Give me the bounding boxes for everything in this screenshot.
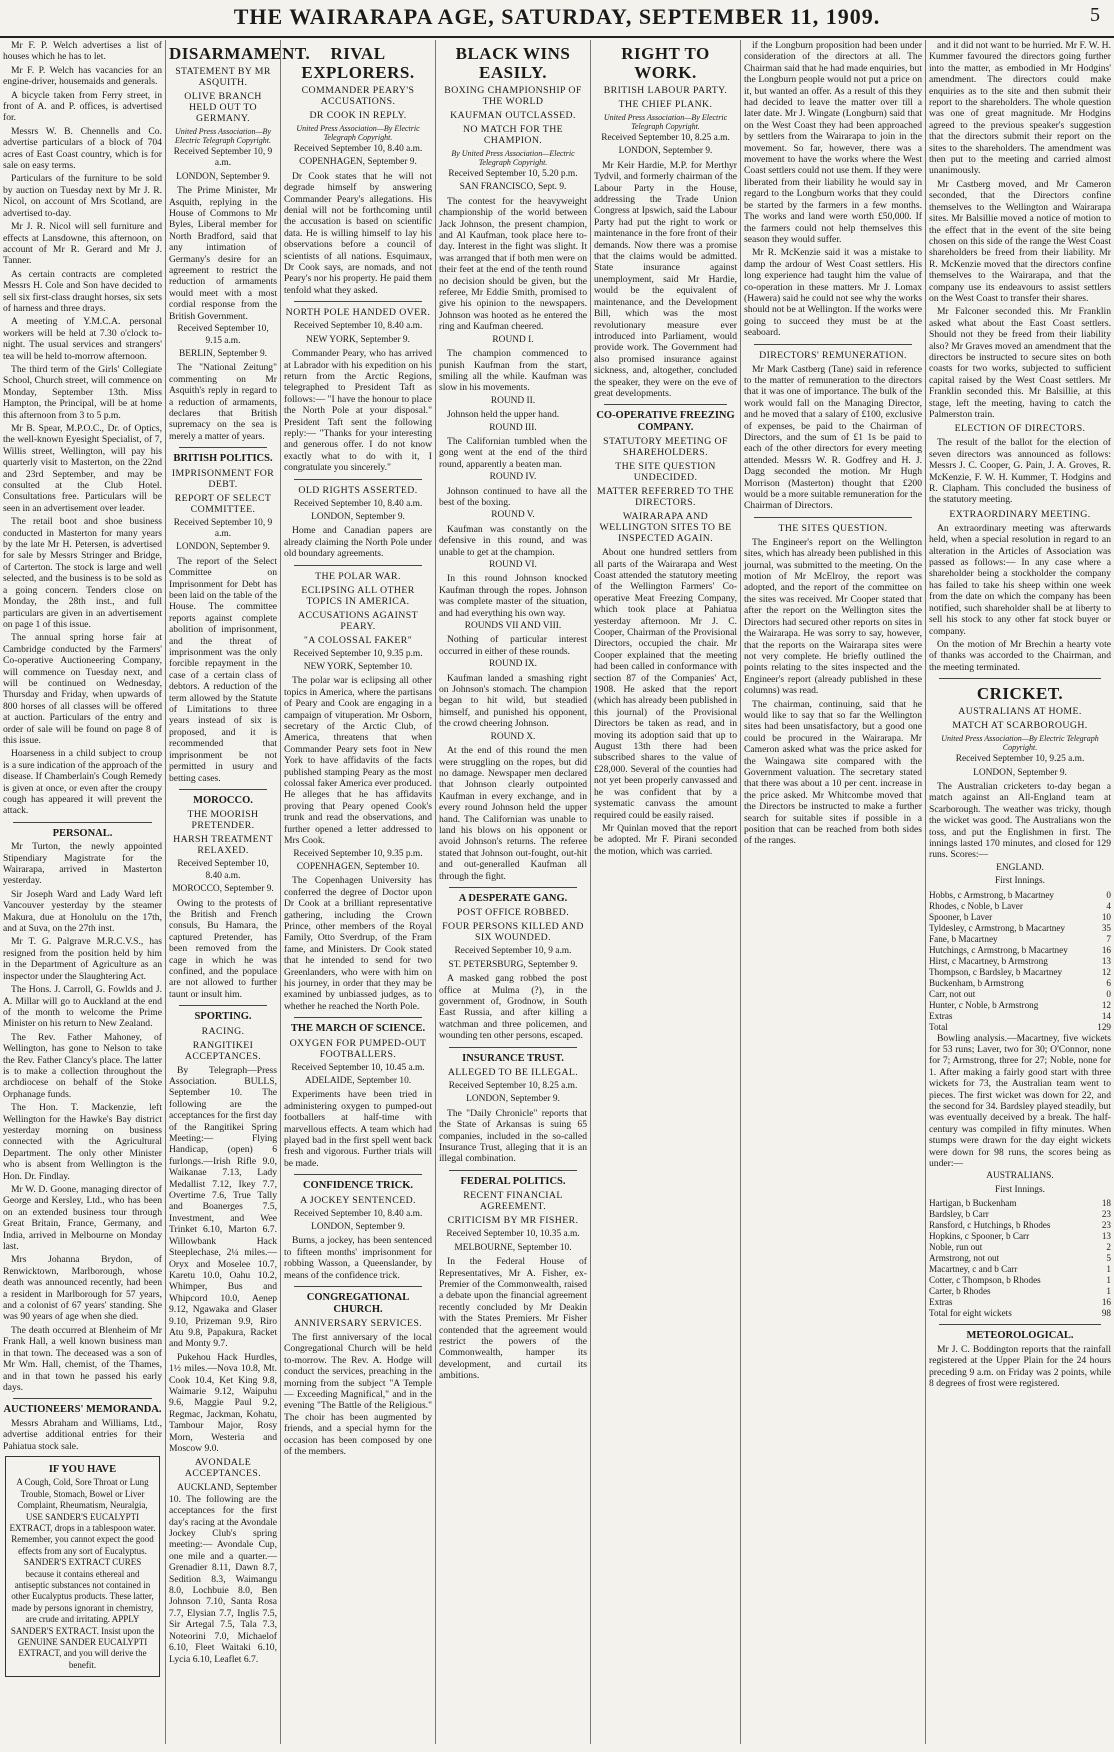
subheading: THE POLAR WAR. bbox=[315, 570, 401, 582]
local-note: Mr B. Spear, M.P.O.C., Dr. of Optics, the well-known Eyesight Specialist, of 7, Willis street, Wellington, will pay his quarterly visit to Masterton, on the 22nd and 23rd September, and may be consulted at the Club Hotel. Consultations free. Particulars will be seen in an advertisement over leader. bbox=[3, 423, 162, 514]
received-line: Received September 10, 9 a.m. bbox=[454, 946, 572, 957]
local-note: A meeting of Y.M.C.A. personal workers will be held at 7.30 o'clock to-night. The usual services and strangers' tea will be held to-morrow afternoon. bbox=[3, 316, 162, 362]
score-row: Extras 14 bbox=[929, 1010, 1111, 1021]
round-label: ROUND VI. bbox=[489, 560, 537, 570]
subheading: ECLIPSING ALL OTHER TOPICS IN AMERICA. bbox=[301, 584, 415, 607]
article-paragraph: A masked gang robbed the post office at Mulma (?), in the government of, Grodnow, in South East Russia, and after killing a watchman and three policemen, and wounding ten other persons, escaped. bbox=[439, 973, 587, 1042]
subheading: MATTER REFERRED TO THE DIRECTORS. bbox=[597, 486, 734, 509]
local-note: Mr F. P. Welch advertises a list of houses which he has to let. bbox=[3, 40, 162, 63]
received-line: Received September 10, 9.15 a.m. bbox=[177, 324, 269, 346]
dateline: BERLIN, September 9. bbox=[178, 348, 267, 359]
local-note: Mr J. R. Nicol will sell furniture and effects at Lansdowne, this afternoon, on account of Mr R. Gerard and Mr J. Tanner. bbox=[3, 221, 162, 267]
innings-label: First Innings. bbox=[994, 876, 1045, 887]
article-paragraph: Kaufman landed a smashing right on Johnson's stomach. The champion began to hit wild, but steadied himself, and punished his opponent, the crowd cheering Johnson. bbox=[439, 672, 587, 730]
score-row: Cotter, c Thompson, b Rhodes 1 bbox=[929, 1275, 1111, 1286]
column-4 bbox=[435, 40, 590, 1744]
article-paragraph: The polar war is eclipsing all other topics in America, where the partisans of Peary and Cook are engaging in a campaign of vituperation. Mr Osborn, secretary of the Arctic Club, of America, threatens that when Commander Peary sets foot in New York to have affidavits of the facts published stamping Peary as the most colossal faker America ever produced. He alleges that he has affidavits proving that Peary opened Cook's trunk and read the observations, and further opened a letter addressed to Mrs Cook. bbox=[284, 675, 432, 847]
article-paragraph: Dr Cook states that he will not degrade himself by answering Commander Peary's allegations. His denial will not be forthcoming until the accusation is based on scientific data. He is willing himself to lay his observations before a council of scientists of all nations. Esquimaux, Dr Cook says, are nomads, and not Peary's nor his property. He paid them tenfold what they asked. bbox=[284, 170, 432, 296]
received-line: Received September 10, 5.20 p.m. bbox=[448, 169, 578, 179]
dateline: ADELAIDE, September 10. bbox=[304, 1076, 412, 1086]
article-paragraph: The Californian tumbled when the gong went at the end of the third round, apparently a beaten man. bbox=[439, 435, 587, 470]
divider bbox=[754, 517, 912, 518]
divider bbox=[449, 1170, 577, 1171]
subheading: BOXING CHAMPIONSHIP OF THE WORLD bbox=[444, 85, 582, 107]
divider bbox=[294, 479, 422, 480]
article-paragraph: and it did not want to be hurried. Mr F. W. H. Kummer favoured the directors going further into the matter, as embodied in Mr Hodgins' amendment. The directors could make enquiries as to the site and then submit their report to the shareholders. The whole question was one of great magnitude. Mr Hodgins agreed to the previous speaker's suggestion that the directors submit their report on the sites to the shareholders. The amendment was then put to the meeting and carried almost unanimously. bbox=[929, 40, 1111, 177]
wire-credit: United Press Association—By Electric Telegraph Copyright. bbox=[941, 734, 1099, 753]
article-paragraph: The Copenhagen University has conferred the degree of Doctor upon Dr Cook at a brilliant representative gathering, including the Crown Prince, other members of the Royal Family, Otto Sverdrup, of the Fram fame, and Ministers. Dr Cook stated that he intended to send for two Greenlanders, who were with him on his journey, in order that they may be examined by unbiassed judges, as to whether he reached the North Pole. bbox=[284, 875, 432, 1012]
article-paragraph: Commander Peary, who has arrived at Labrador with his expedition on his return from the Arctic Regions, telegraphed to President Taft as follows:— "I have the honour to place the North Pole at your disposal." President Taft sent the following reply:— "Thanks for your interesting and generous offer. I do not know exactly what to do with it, I congratulate you sincerely." bbox=[284, 348, 432, 474]
divider bbox=[754, 344, 912, 345]
article-paragraph: About one hundred settlers from all parts of the Wairarapa and West Coast attended the statutory meeting of the Wellington Farmers' Co-operative Meat Freezing Company, which took place at Pahiatua yesterday afternoon. Mr J. C. Cooper, Chairman of the Provisional Directors, occupied the chair. Mr Cooper explained that the meeting had been called in conformance with section 87 of the Companies' Act, 1908. He asked that the report (which has already been published in this journal) of the Provisional Directors be taken as read, and in moving its adoption said that up to August 13th there had been subscribed shares to the value of £28,000. Several of the counties had not yet been properly canvassed and he was confident that by a systematic canvass the amount required could be easily raised. bbox=[594, 547, 737, 821]
morocco-headline: MOROCCO. bbox=[193, 794, 253, 806]
personal-item: The Rev. Father Mahoney, of Wellington, has gone to Nelson to take the Rev. Father Clancy's place. The latter is to make a collection throughout the archdiocese on behalf of the Stoke Orphanage funds. bbox=[3, 1031, 162, 1100]
divider bbox=[294, 1174, 422, 1175]
divider bbox=[604, 404, 727, 405]
wire-credit: United Press Association—By Electric Telegraph Copyright. bbox=[296, 124, 420, 142]
dateline: LONDON, September 9. bbox=[466, 1094, 560, 1105]
subheading: THE SITE QUESTION UNDECIDED. bbox=[615, 461, 716, 484]
article-paragraph: The "National Zeitung" commenting on Mr Asquith's reply in regard to a reduction of armaments, declares that British supremacy on the sea is merely a matter of years. bbox=[169, 362, 277, 442]
local-note: Particulars of the furniture to be sold by auction on Tuesday next by Mr J. R. Nicol, on account of Mrs Scotland, are advertised to-day. bbox=[3, 173, 162, 219]
article-paragraph: The contest for the heavyweight championship of the world between Jack Johnson, the present champion, and Al Kaufman, took place here to-day. Interest in the fight was slight. It was arranged that if both men were on their feet at the end of the tenth round no decision should be given, but the referee, Mr Eddie Smith, promised to give his opinion to the newspapers. Johnson was hooted as he entered the ring and Kaufman cheered. bbox=[439, 195, 587, 333]
insurance-trust-headline: INSURANCE TRUST. bbox=[462, 1052, 564, 1064]
subheading: NORTH POLE HANDED OVER. bbox=[285, 307, 431, 319]
local-note: As certain contracts are completed Messrs H. Cole and Son have decided to sell six first-class draught horses, six sets of harness and three drays. bbox=[3, 268, 162, 314]
sporting-headline: SPORTING. bbox=[194, 1011, 252, 1023]
disarmament-headline: DISARMAMENT. bbox=[169, 44, 311, 63]
local-note: The annual spring horse fair at Cambridge conducted by the Farmers' Co-operative Auctioneering Company, will commence on Tuesday next, and will be continued on Wednesday, Thursday and Friday, when upwards of 800 horses of all classes will be offered at auction. Particulars of the entry and order of sale will be found on page 8 of this issue. bbox=[3, 632, 162, 746]
divider bbox=[179, 1005, 267, 1006]
personal-item: Mr Turton, the newly appointed Stipendiary Magistrate for the Wairarapa, arrived in Masterton yesterday. bbox=[3, 841, 162, 887]
score-row: Macartney, c and b Carr 1 bbox=[929, 1264, 1111, 1275]
dateline: SAN FRANCISCO, Sept. 9. bbox=[459, 182, 567, 193]
article-paragraph: Experiments have been tried in administering oxygen to pumped-out footballers at half-time with marvellous effects. A team which had played bad in the first spell went back fresh and vigorous. Further trials will be made. bbox=[284, 1089, 432, 1169]
personal-item: The death occurred at Blenheim of Mr Frank Hall, a well known business man in that town. The deceased was a son of Mr Wm. Hall, chemist, of the Thames, and in that town he passed his early days. bbox=[3, 1324, 162, 1393]
score-row: Extras 16 bbox=[929, 1297, 1111, 1308]
divider bbox=[449, 887, 577, 888]
local-notes bbox=[3, 40, 162, 817]
article-paragraph: Burns, a jockey, has been sentenced to fifteen months' imprisonment for robbing Wasson, a Queenslander, by means of the confidence trick. bbox=[284, 1235, 432, 1281]
divider bbox=[294, 1286, 422, 1287]
divider bbox=[13, 1398, 152, 1399]
score-row: Noble, run out 2 bbox=[929, 1242, 1111, 1253]
meteorological-headline: METEOROLOGICAL. bbox=[966, 1330, 1074, 1342]
divider bbox=[939, 1324, 1101, 1325]
article-paragraph: Mr J. C. Boddington reports that the rainfall registered at the Upper Plain for the 24 hours preceding 9 a.m. on Friday was 2 points, while 8 degrees of frost were registered. bbox=[929, 1343, 1111, 1389]
article-paragraph: The Engineer's report on the Wellington sites, which has already been published in this journal, was submitted to the meeting. On the motion of Mr McElroy, the report was adopted, and the report of the committee on the sites was received. Mr Cooper stated that after the report on the Wellington sites the Directors had secured other reports on sites in the Wairarapa. He was sorry to say, however, that the reports on the Wairarapa sites were not very complete. He briefly outlined the points relating to the sites inspected and the Engineer's report (already published in these columns) was read. bbox=[744, 536, 922, 697]
score-row: Hunter, c Noble, b Armstrong 12 bbox=[929, 999, 1111, 1010]
subheading: OLIVE BRANCH HELD OUT TO GERMANY. bbox=[184, 91, 262, 124]
team-heading: AUSTRALIANS. bbox=[986, 1171, 1054, 1182]
subheading: NO MATCH FOR THE CHAMPION. bbox=[462, 124, 564, 146]
subheading: BRITISH LABOUR PARTY. bbox=[603, 85, 728, 96]
article-paragraph: The report of the Select Committee on Imprisonment for Debt has been laid on the table of the House. The committee reports against complete abolition of imprisonment, and the threat of imprisonment was the only forcible repayment in the case of a certain class of debtors. A reduction of the term allowed by the Statute of Limitations to three years instead of six is proposed, and it is recommended that imprisonment be not permitted in usury and betting cases. bbox=[169, 555, 277, 784]
personal-item: The Hons. J. Carroll, G. Fowlds and J. A. Millar will go to Auckland at the end of the month to welcome the Prime Minister on his return to New Zealand. bbox=[3, 984, 162, 1030]
score-row: Hobbs, c Armstrong, b Macartney 0 bbox=[929, 889, 1111, 900]
column-1 bbox=[0, 40, 165, 1744]
article-paragraph: Mr R. McKenzie said it was a mistake to damp the ardour of West Coast settlers. His long experience had taught him the value of co-operation in these matters. Mr J. Lomax (Hawera) said he could not see why the works should not be at Wellington. If the works were going to succeed they must be at the seaboard. bbox=[744, 247, 922, 339]
congregational-headline: CONGREGATIONAL CHURCH. bbox=[306, 1292, 410, 1315]
received-line: Received September 10, 9 a.m. bbox=[173, 517, 273, 539]
confidence-trick-headline: CONFIDENCE TRICK. bbox=[302, 1180, 414, 1192]
federal-politics-headline: FEDERAL POLITICS. bbox=[460, 1175, 566, 1187]
subheading: THE SITES QUESTION. bbox=[778, 522, 888, 534]
article-paragraph: Mr Castberg moved, and Mr Cameron seconded, that the Directors confine themselves to the Wellington and Wairarapa sites. Mr Balsillie moved a notice of motion to the effect that in the event of the site being chosen on this side of the range the West Coast shareholders be freed from their liability. Mr R. McKenzie moved that the directors confine themselves to the Wairarapa, and that the company use its endeavours to assist settlers on the West Coast to transfer their shares. bbox=[929, 178, 1111, 304]
article-paragraph: An extraordinary meeting was afterwards held, when a special resolution in regard to an alteration in the Articles of Association was passed as follows:— In any case where a shareholder being a stockholder the company has failed to take his sheep within one week from the date on which the company has been notified, such shareholder shall be at liberty to sell his stock to any other fat stock buyer or company. bbox=[929, 522, 1111, 637]
ad-title: IF YOU HAVE bbox=[48, 1463, 117, 1475]
black-wins-headline: BLACK WINS EASILY. bbox=[455, 44, 571, 82]
personal-item: Mrs Johanna Brydon, of Renwicktown, Marlborough, whose death was announced recently, had been a resident in Marlborough for 57 years, and a colonist of 67 years' standing. She was 90 years of age when she died. bbox=[3, 1254, 162, 1323]
local-note: Hoarseness in a child subject to croup is a sure indication of the approach of the disease. If Chamberlain's Cough Remedy is given at once, or even after the croupy cough has appeared it will prevent the attack. bbox=[3, 748, 162, 817]
subheading: MATCH AT SCARBOROUGH. bbox=[952, 720, 1088, 732]
divider bbox=[294, 301, 422, 302]
innings-label: First Innings. bbox=[994, 1184, 1045, 1195]
rival-explorers-headline: RIVAL EXPLORERS. bbox=[301, 44, 415, 82]
received-line: Received September 10, 8.25 a.m. bbox=[601, 133, 730, 143]
subheading: ELECTION OF DIRECTORS. bbox=[954, 423, 1086, 435]
article-paragraph: Johnson held the upper hand. bbox=[447, 409, 560, 421]
subheading: COMMANDER PEARY'S ACCUSATIONS. bbox=[301, 85, 415, 107]
article-paragraph: Owing to the protests of the British and French consuls, Bu Hamara, the captured Pretender, has been removed from the cage in which he was confined, and the populace are not allowed to further taunt or insult him. bbox=[169, 897, 277, 1000]
divider bbox=[939, 678, 1101, 679]
subheading: RECENT FINANCIAL AGREEMENT. bbox=[463, 1190, 563, 1213]
subheading: POST OFFICE ROBBED. bbox=[456, 907, 570, 919]
subheading: EXTRAORDINARY MEETING. bbox=[949, 508, 1091, 520]
article-paragraph: At the end of this round the men were struggling on the ropes, but did no damage. Newspaper men declared that Johnson clearly outpointed Kaufman in every exchange, and in every round Johnson held the upper hand. The Californian was unable to land his blows on his opponent or avoid Johnson's returns. The referee stated that Johnson out-fought, out-hit and out-generalled Kaufman all through the fight. bbox=[439, 745, 587, 882]
personal-item: Mr W. D. Goone, managing director of George and Kersley, Ltd., who has been on an extended business tour through Great Britain, France, Germany, and India, arrived in Melbourne on Monday last. bbox=[3, 1184, 162, 1253]
received-line: Received September 10, 9.35 p.m. bbox=[293, 648, 423, 659]
subheading: CRITICISM BY MR FISHER. bbox=[447, 1215, 579, 1227]
subheading: HARSH TREATMENT RELAXED. bbox=[173, 834, 273, 857]
column-3 bbox=[280, 40, 435, 1744]
subheading: FOUR PERSONS KILLED AND SIX WOUNDED. bbox=[442, 921, 584, 944]
article-paragraph: The first anniversary of the local Congregational Church will be held to-morrow. The Rev. A. Hodge will conduct the services, preaching in the morning from the subject "A Temple — Exceeding Magnifical," and in the evening "The Battle of the Religious." The choir has been augmented by friends, and a special hymn for the occasion has been composed by one of the members. bbox=[284, 1331, 432, 1457]
subheading: DR COOK IN REPLY. bbox=[309, 110, 407, 121]
subheading: "A COLOSSAL FAKER" bbox=[303, 634, 413, 646]
dateline: LONDON, September 9. bbox=[176, 542, 270, 553]
freezing-company-headline: CO-OPERATIVE FREEZING COMPANY. bbox=[596, 410, 735, 433]
round-label: ROUND IV. bbox=[489, 472, 537, 483]
wire-credit: By United Press Association—Electric Telegraph Copyright. bbox=[451, 149, 575, 167]
subheading: RANGITIKEI ACCEPTANCES. bbox=[184, 1039, 262, 1062]
team-heading: ENGLAND. bbox=[996, 862, 1044, 873]
score-row: Fane, b Macartney 7 bbox=[929, 933, 1111, 944]
subheading: THE MOORISH PRETENDER. bbox=[187, 809, 259, 832]
subheading: A JOCKEY SENTENCED. bbox=[300, 1194, 416, 1206]
received-line: Received September 10, 8.40 a.m. bbox=[293, 1208, 423, 1219]
dateline: NEW YORK, September 9. bbox=[306, 334, 410, 345]
divider bbox=[179, 789, 267, 790]
received-line: Received September 10, 8.40 a.m. bbox=[177, 859, 269, 881]
article-paragraph: Mr Keir Hardie, M.P. for Merthyr Tydvil, and formerly chairman of the Labour Party in the House, addressing the Trade Union Congress at Ipswich, said the Labour Party had put the right to work or maintenance in the fore front of their demands. Now there was a promise that the claims would be admitted. State insurance against unemployment, said Mr Hardie, would be the equivalent of maintenance, and the Development Bill, which was the most revolutionary measure ever introduced into Parliament, would provide work. The Government had also promised insurance against sickness, and, altogether, concluded the speaker, they were on the eve of great developments. bbox=[594, 159, 737, 399]
march-of-science-headline: THE MARCH OF SCIENCE. bbox=[290, 1023, 426, 1035]
subheading: REPORT OF SELECT COMMITTEE. bbox=[174, 492, 272, 515]
score-row: Hutchings, c Armstrong, b Macartney 16 bbox=[929, 944, 1111, 955]
subheading: ANNIVERSARY SERVICES. bbox=[293, 1317, 423, 1329]
masthead bbox=[0, 0, 1114, 38]
article-paragraph: The champion commenced to punish Kaufman from the start, smiling all the while. Kaufman was slow in his movements. bbox=[439, 348, 587, 394]
desperate-gang-headline: A DESPERATE GANG. bbox=[458, 892, 568, 904]
subheading: STATEMENT BY MR ASQUITH. bbox=[175, 66, 271, 88]
dateline: LONDON, September 9. bbox=[311, 1222, 405, 1233]
eucalyptus-advertisement bbox=[5, 1456, 160, 1677]
auctioneers-item: Messrs Abraham and Williams, Ltd., advertise additional entries for their Pahiatua stock sale. bbox=[3, 1417, 162, 1452]
page-number: 5 bbox=[1090, 4, 1100, 26]
article-paragraph: Mr Falconer seconded this. Mr Franklin asked what about the East Coast settlers. Should not they be freed from their liability also? Mr Graves moved an amendment that the directors be instructed to secure sites on both coasts for two works, subjected to sufficient capital raised by the West Coast settlers. Mr Franklin seconded this. Mr Balsillie, at this stage, left the meeting, having to catch the Palmerston train. bbox=[929, 306, 1111, 420]
masthead-title: THE WAIRARAPA AGE, SATURDAY, SEPTEMBER 11, 1909. bbox=[233, 4, 881, 29]
score-row: Spooner, b Laver 10 bbox=[929, 911, 1111, 922]
score-row: Bardsley, b Carr 23 bbox=[929, 1209, 1111, 1220]
subheading: AVONDALE ACCEPTANCES. bbox=[184, 1457, 262, 1480]
score-row: Hopkins, c Spooner, b Carr 13 bbox=[929, 1231, 1111, 1242]
england-scorecard bbox=[929, 890, 1111, 1033]
score-row: Thompson, c Bardsley, b Macartney 12 bbox=[929, 966, 1111, 977]
local-note: The third term of the Girls' Collegiate School, Church street, will commence on Monday, September 13th. Miss Hampton, the Principal, will be at home this afternoon from 3 to 5 p.m. bbox=[3, 363, 162, 421]
subheading: STATUTORY MEETING OF SHAREHOLDERS. bbox=[603, 436, 728, 459]
subheading: ALLEGED TO BE ILLEGAL. bbox=[447, 1067, 579, 1079]
divider bbox=[294, 1017, 422, 1018]
article-paragraph: Mr Quinlan moved that the report be adopted. Mr F. Pirani seconded the motion, which was carried. bbox=[594, 822, 737, 857]
article-paragraph: In the Federal House of Representatives, Mr A. Fisher, ex-Premier of the Commonwealth, raised a debate upon the financial agreement recently concluded by Mr Deakin with the States Premiers. Mr Fisher contended that the agreement would restrict the powers of the Commonwealth, hamper its development, and curtail its ambitions. bbox=[439, 1256, 587, 1382]
auctioneers-heading: AUCTIONEERS' MEMORANDA. bbox=[3, 1404, 162, 1416]
local-note: A bicycle taken from Ferry street, in front of A. and P. offices, is advertised for. bbox=[3, 89, 162, 124]
article-paragraph: Bowling analysis.—Macartney, five wickets for 53 runs; Laver, two for 30; O'Connor, none for 7; Armstrong, three for 27; Noble, none for 1. After making a fairly good start with three wickets for 73, the Australian team went to pieces. The first wicket was down for 22, and the second for 34. Bardsley played steadily, but was eventually deceived by a break. The half-century was compiled in fifty minutes. When stumps were drawn for the day eight wickets were down for 98 runs, the scores being as under:— bbox=[929, 1032, 1111, 1170]
article-paragraph: Pukehou Hack Hurdles, 1½ miles.—Nova 10.8, Mt. Cook 10.4, Ket King 9.8, Waimarie 9.12, Waipuhu 9.6, Maggie Paul 9.2, Regmac, Jackman, Kohatu, Tambour Major, Rosy Morn, Westeria and Moscow 9.0. bbox=[169, 1351, 277, 1454]
article-paragraph: Kaufman was constantly on the defensive in this round, and was unable to get at the champion. bbox=[439, 523, 587, 558]
subheading: AUSTRALIANS AT HOME. bbox=[958, 706, 1082, 718]
score-row: Hartigan, b Buckenham 18 bbox=[929, 1198, 1111, 1209]
dateline: COPENHAGEN, September 10. bbox=[296, 861, 420, 872]
wire-credit: United Press Association—By Electric Telegraph Copyright. bbox=[603, 113, 728, 131]
personal-item: Mr T. G. Palgrave M.R.C.V.S., has resigned from the position held by him in the Department of Agriculture as an inspector under the Slaughtering Act. bbox=[3, 936, 162, 982]
divider bbox=[13, 822, 152, 823]
subheading: THE CHIEF PLANK. bbox=[618, 99, 713, 110]
column-7 bbox=[925, 40, 1114, 1744]
article-paragraph: On the motion of Mr Brechin a hearty vote of thanks was accorded to the Chairman, and the meeting terminated. bbox=[929, 638, 1111, 673]
article-paragraph: The result of the ballot for the election of seven directors was announced as follows: Messrs J. C. Cooper, G. Pain, J. A. Groves, R. McKenzie, F. W. H. Kummer, T. Hodgins and R. Clapham. This concluded the business of the statutory meeting. bbox=[929, 437, 1111, 506]
subheading: WAIRARAPA AND WELLINGTON SITES TO BE INSPECTED AGAIN. bbox=[599, 511, 732, 545]
divider bbox=[179, 447, 267, 448]
received-line: Received September 10, 9.25 a.m. bbox=[955, 754, 1085, 765]
received-line: Received September 10, 9.35 p.m. bbox=[293, 848, 423, 859]
local-note: The retail boot and shoe business conducted in Masterton for many years by the late Mr H. Petersen, is advertised for sale by Messrs Stringer and Bridge, of Carterton. The stock is large and well selected, and the business is to be sold as a going concern. Tenders close on Monday, the 28th inst., and full particulars are given in an advertisement on page 1 of this issue. bbox=[3, 516, 162, 630]
column-6 bbox=[740, 40, 925, 1744]
column-2 bbox=[165, 40, 311, 1744]
subheading: OXYGEN FOR PUMPED-OUT FOOTBALLERS. bbox=[289, 1037, 427, 1060]
score-row: Tyldesley, c Armstrong, b Macartney 35 bbox=[929, 922, 1111, 933]
article-paragraph: In this round Johnson knocked Kaufman through the ropes. Johnson was complete master of the situation, and had everything his own way. bbox=[439, 573, 587, 619]
dateline: MOROCCO, September 9. bbox=[172, 884, 274, 895]
score-row: Ransford, c Hutchings, b Rhodes 23 bbox=[929, 1220, 1111, 1231]
round-label: ROUND III. bbox=[489, 422, 537, 433]
received-line: Received September 10, 8.40 a.m. bbox=[293, 498, 423, 509]
right-to-work-headline: RIGHT TO WORK. bbox=[621, 44, 710, 82]
article-paragraph: By Telegraph—Press Association. BULLS, September 10. The following are the acceptances for the first day of the Rangitikei Spring Meeting:— Flying Handicap, (open) 6 furlongs.—Irish Rifle 9.0, Waikanae 7.13, Lady Medallist 7.12, Ikey 7.7, Overtime 7.6, True Tally and Boanerges 7.5, Investment, and Wee Trinket 6.10, Marton 6.7. Willowbank Hack Steeplechase, 2¼ miles.—Oryx and Moselee 10.7, Karetu 10.0, Oahu 10.2, Whimper, Bus and Whipcord 10.0, Aenep 9.12, Ngawaka and Glaser 9.10, Prizeman 9.9, Riro Atu 9.8, Papakura, Racket and Monty 9.7. bbox=[169, 1064, 277, 1350]
article-paragraph: The "Daily Chronicle" reports that the State of Arkansas is suing 65 companies, included in the so-called Insurance Trust, alleging that it is an illegal combination. bbox=[439, 1107, 587, 1165]
subheading: DIRECTORS' REMUNERATION. bbox=[759, 349, 907, 361]
subheading: IMPRISONMENT FOR DEBT. bbox=[171, 467, 275, 490]
dateline: ST. PETERSBURG, September 9. bbox=[448, 959, 578, 970]
score-row: Buckenham, b Armstrong 6 bbox=[929, 977, 1111, 988]
dateline: NEW YORK, September 10. bbox=[303, 662, 413, 672]
article-paragraph: Home and Canadian papers are already claiming the North Pole under old boundary agreements. bbox=[284, 525, 432, 560]
divider bbox=[294, 565, 422, 566]
received-line: Received September 10, 10.45 a.m. bbox=[291, 1062, 425, 1073]
score-row: Hirst, c Macartney, b Armstrong 13 bbox=[929, 955, 1111, 966]
article-paragraph: The Prime Minister, Mr Asquith, replying in the House of Commons to Mr Byles, Liberal member for North Bradford, said that any intimation of Germany's desire for an agreement to restrict the reduction of armaments would meet with a most cordial response from the British Government. bbox=[169, 185, 277, 322]
article-paragraph: if the Longburn proposition had been under consideration of the directors at all. The Chairman said that he had made enquiries, but the Longburn people would not put a price on it, but wanted an offer. As a result of this they had decided to leave the matter over till a later date. Mr J. Wingate (Longburn) said that on the West Coast they had been approached by settlers from the Wairarapa to join in the movement. So far, however, there was a movement to have the works where the West Coast settlers could not use them. If they were liberated from their liability he would say in regard to the Longburn works that they could be started by the farmers in a few months. The works and land were worth £50,000. If the farmers could not help themselves this season they would suffer. bbox=[744, 40, 922, 245]
local-note: Messrs W. B. Chennells and Co. advertise particulars of a block of 704 acres of East Coast country, which is for sale on easy terms. bbox=[3, 125, 162, 172]
dateline: COPENHAGEN, September 9. bbox=[299, 157, 417, 168]
wire-credit: United Press Association—By Electric Telegraph Copyright. bbox=[175, 127, 271, 145]
personal-item: Sir Joseph Ward and Lady Ward left Vancouver yesterday by the steamer Makura, due at Honolulu on the 17th, and at Suva, on the 27th inst. bbox=[3, 888, 162, 935]
personal-heading: PERSONAL. bbox=[52, 827, 113, 839]
received-line: Received September 10, 8.25 a.m. bbox=[448, 1081, 578, 1092]
article-paragraph: The Australian cricketers to-day began a match against an All-England team at Scarborough. The weather was tricky, though the wicket was good. The Australians won the toss, and put the Englishmen in first. The innings lasted 170 minutes, and closed for 129 runs. Scores:— bbox=[929, 780, 1111, 861]
article-paragraph: Johnson continued to have all the best of the boxing. bbox=[439, 485, 587, 508]
score-row: Armstrong, not out 5 bbox=[929, 1253, 1111, 1264]
received-line: Received September 10, 8.40 a.m. bbox=[293, 321, 423, 332]
subheading: RACING. bbox=[201, 1025, 245, 1037]
round-label: ROUND X. bbox=[490, 731, 536, 742]
score-row: Rhodes, c Noble, b Laver 4 bbox=[929, 900, 1111, 911]
round-label: ROUND IX. bbox=[489, 659, 537, 670]
round-label: ROUND II. bbox=[490, 395, 536, 406]
personal-item: The Hon. T. Mackenzie, left Wellington for the Hawke's Bay district yesterday morning on business connected with the Agricultural Department. The only other Minister who is absent from Wellington is the Hon. Dr. Findlay. bbox=[3, 1102, 162, 1182]
score-total: Total for eight wickets 98 bbox=[929, 1308, 1111, 1319]
round-label: ROUND V. bbox=[491, 510, 535, 521]
subheading: KAUFMAN OUTCLASSED. bbox=[450, 110, 576, 121]
local-note: Mr F. P. Welch has vacancies for an engine-driver, housemaids and generals. bbox=[3, 64, 162, 88]
dateline: LONDON, September 9. bbox=[176, 171, 270, 182]
subheading: OLD RIGHTS ASSERTED. bbox=[298, 484, 418, 496]
australia-scorecard bbox=[929, 1198, 1111, 1319]
round-label: ROUNDS VII AND VIII. bbox=[464, 621, 562, 632]
score-row: Carter, b Rhodes 1 bbox=[929, 1286, 1111, 1297]
dateline: MELBOURNE, September 10. bbox=[454, 1242, 572, 1253]
divider bbox=[449, 1047, 577, 1048]
article-paragraph: Mr Mark Castberg (Tane) said in reference to the matter of remuneration to the directors that it was one of importance. The bulk of the work would fall on the Managing Director, and he moved that a salary of £100, exclusive of expenses, be paid to the Chairman of Directors, and the sum of £1 1s be paid to each of the other directors for every meeting attended. Messrs W. R. Godfrey and H. J. Dagg seconded the motion. Mr Hugh Morrison (Masterton) thought that £200 would be a more suitable remuneration for the Chairman of Directors. bbox=[744, 363, 922, 512]
round-label: ROUND I. bbox=[492, 334, 534, 345]
score-total: Total 129 bbox=[929, 1021, 1111, 1032]
article-paragraph: AUCKLAND, September 10. The following are the acceptances for the first day's racing at the Avondale Jockey Club's spring meeting:— Avondale Cup, one mile and a quarter.—Grenadier 8.11, Dawn 8.7, Sedition 8.3, Waimangu 8.0, Lochbuie 8.0, Ben Johnson 7.10, Santa Rosa 7.7, Elysian 7.7, Inglis 7.5, Sir Artegal 7.5, Tala 7.3, Noteorini 7.0, Michaelof 6.10, Fleet Waitaki 6.10, Lycia 6.10, Leaflet 6.7. bbox=[169, 1482, 277, 1665]
received-line: Received September 10, 10.35 a.m. bbox=[446, 1229, 580, 1240]
dateline: LONDON, September 9. bbox=[618, 146, 713, 157]
column-5 bbox=[590, 40, 740, 1744]
article-paragraph: Nothing of particular interest occurred in either of these rounds. bbox=[439, 634, 587, 657]
received-line: Received September 10, 8.40 a.m. bbox=[293, 144, 423, 154]
dateline: LONDON, September 9. bbox=[973, 767, 1067, 778]
article-paragraph: The chairman, continuing, said that he would like to say that so far the Wellington sites had been unsatisfactory, but a good one could be procured in the Wairarapa. Mr Cameron asked what was the price asked for the Waingawa site compared with the Government valuation. The secretary stated that there was about a 10 per cent. increase in the price asked. Mr Whitcombe moved that the Directors be instructed to make a further search for suitable sites if possible in a position that can be reached from both sides of the ranges. bbox=[744, 698, 922, 847]
dateline: LONDON, September 9. bbox=[311, 511, 405, 522]
british-politics-headline: BRITISH POLITICS. bbox=[173, 453, 273, 465]
subheading: ACCUSATIONS AGAINST PEARY. bbox=[297, 609, 418, 632]
received-line: Received September 10, 9 a.m. bbox=[173, 147, 273, 169]
ad-text: A Cough, Cold, Sore Throat or Lung Trouble, Stomach, Bowel or Liver Complaint, Rheumatism, Neuralgia, USE SANDER'S EUCALYPTI EXTRACT, drops in a tablespoon water. Remember, you cannot expect the good effects from any sort of Eucalyptus. SANDER'S EXTRACT CURES because it contains ethereal and antiseptic substances not contained in other Eucalyptus products. These latter, made by persons ignorant in chemistry, are crude and irritating. APPLY SANDER'S EXTRACT. Insist upon the GENUINE SANDER EUCALYPTI EXTRACT, and you will derive the benefit. bbox=[9, 1477, 156, 1670]
cricket-headline: CRICKET. bbox=[976, 684, 1064, 704]
score-row: Carr, not out 0 bbox=[929, 988, 1111, 999]
